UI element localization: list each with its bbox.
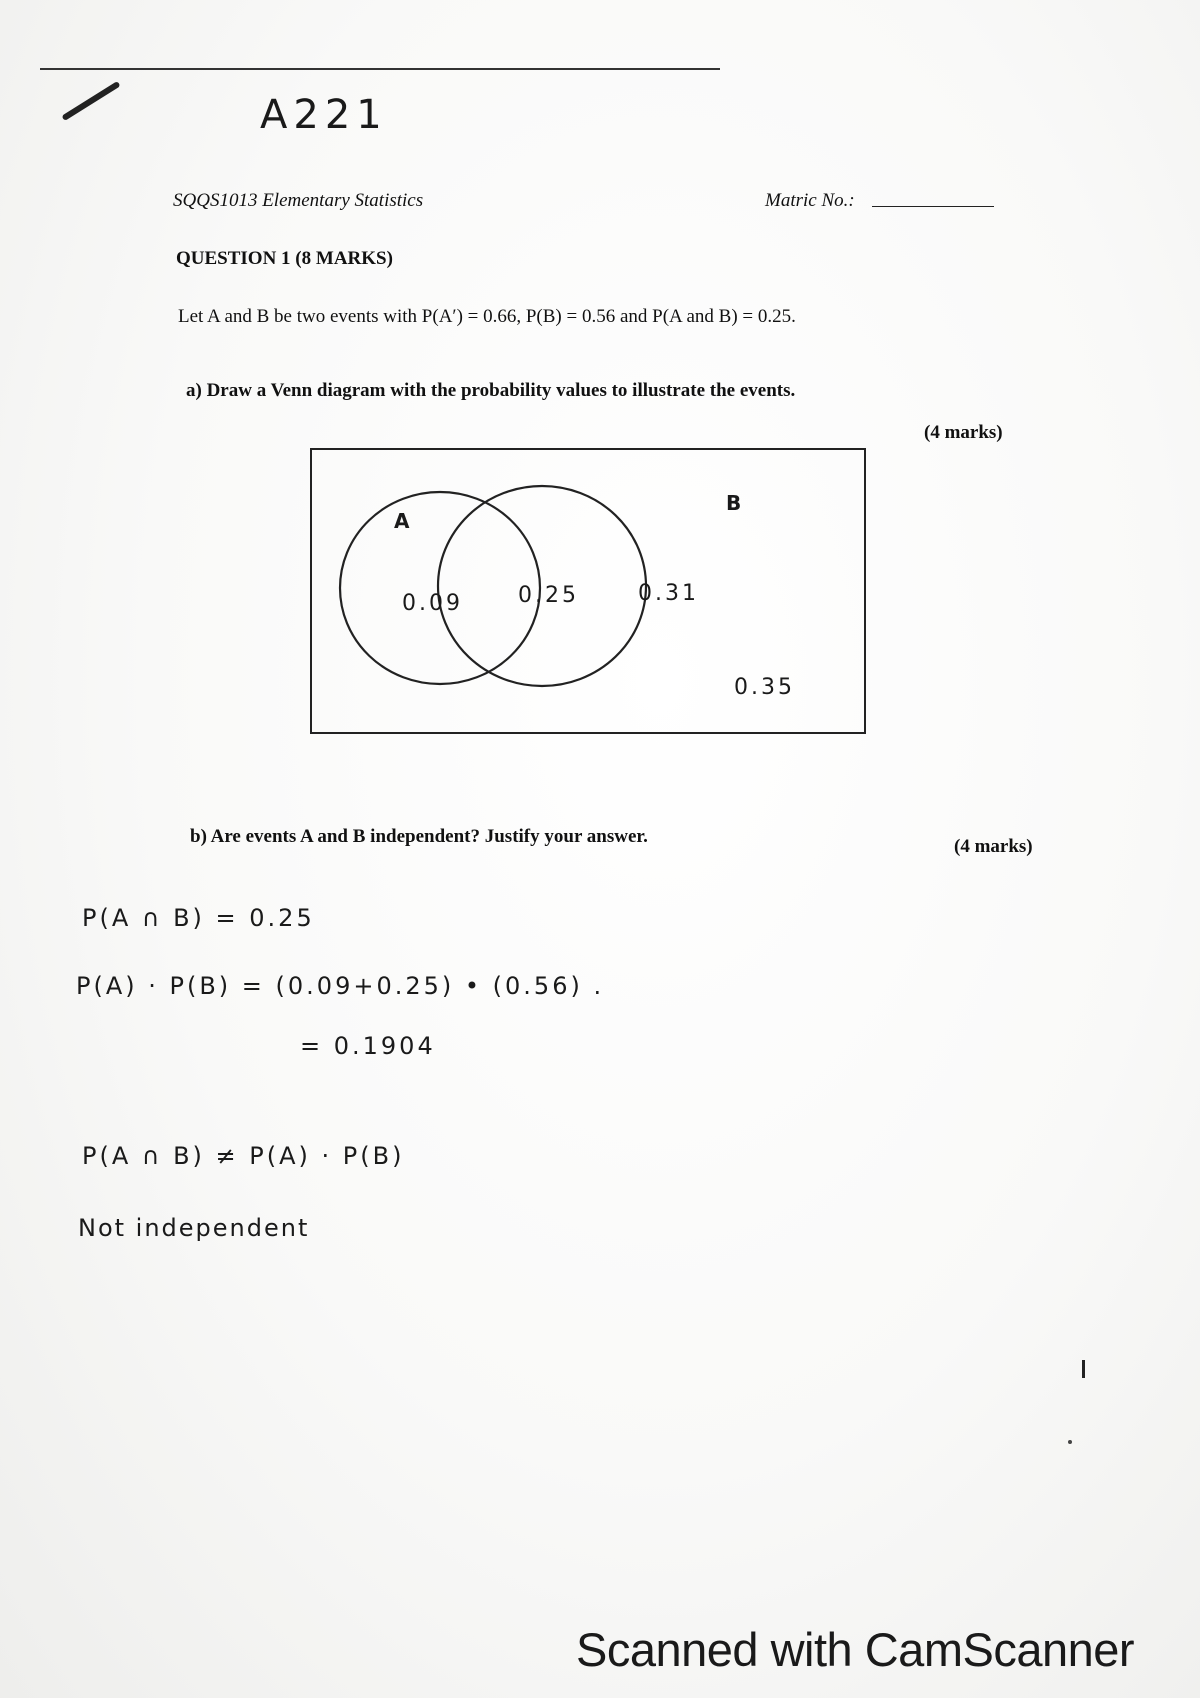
- conclusion: Not independent: [78, 1214, 310, 1242]
- top-rule: [40, 68, 720, 70]
- venn-label-a: A: [394, 509, 410, 533]
- part-b-marks: (4 marks): [954, 836, 1033, 857]
- working-line-2: P(A) · P(B) = (0.09+0.25) • (0.56) .: [76, 972, 605, 1000]
- matric-blank-line: [872, 206, 994, 207]
- working-line-4: P(A ∩ B) ≠ P(A) · P(B): [82, 1142, 405, 1170]
- handwritten-code: A221: [260, 92, 388, 138]
- pen-stroke-mark: [61, 81, 120, 121]
- part-b-prompt: b) Are events A and B independent? Justify your answer.: [190, 826, 648, 847]
- venn-value-only-a: 0.09: [402, 591, 463, 616]
- course-title: SQQS1013 Elementary Statistics: [173, 190, 424, 211]
- venn-diagram: [310, 448, 866, 734]
- venn-value-only-b: 0.31: [638, 581, 699, 606]
- venn-value-neither: 0.35: [734, 675, 795, 700]
- venn-value-intersection: 0.25: [518, 583, 579, 608]
- stray-dot: [1068, 1440, 1072, 1444]
- stray-pen-mark: [1082, 1360, 1085, 1378]
- matric-label: Matric No.:: [765, 190, 855, 211]
- question-stem: Let A and B be two events with P(A′) = 0.66, P(B) = 0.56 and P(A and B) = 0.25.: [178, 306, 796, 327]
- part-a-prompt: a) Draw a Venn diagram with the probability values to illustrate the events.: [186, 380, 796, 401]
- camscanner-watermark: Scanned with CamScanner: [576, 1623, 1135, 1676]
- working-line-1: P(A ∩ B) = 0.25: [82, 904, 315, 932]
- working-line-3: = 0.1904: [300, 1032, 436, 1060]
- part-a-marks: (4 marks): [924, 422, 1003, 443]
- venn-circle-a: [340, 492, 540, 684]
- venn-label-b: B: [726, 491, 742, 515]
- question-title: QUESTION 1 (8 MARKS): [176, 248, 393, 269]
